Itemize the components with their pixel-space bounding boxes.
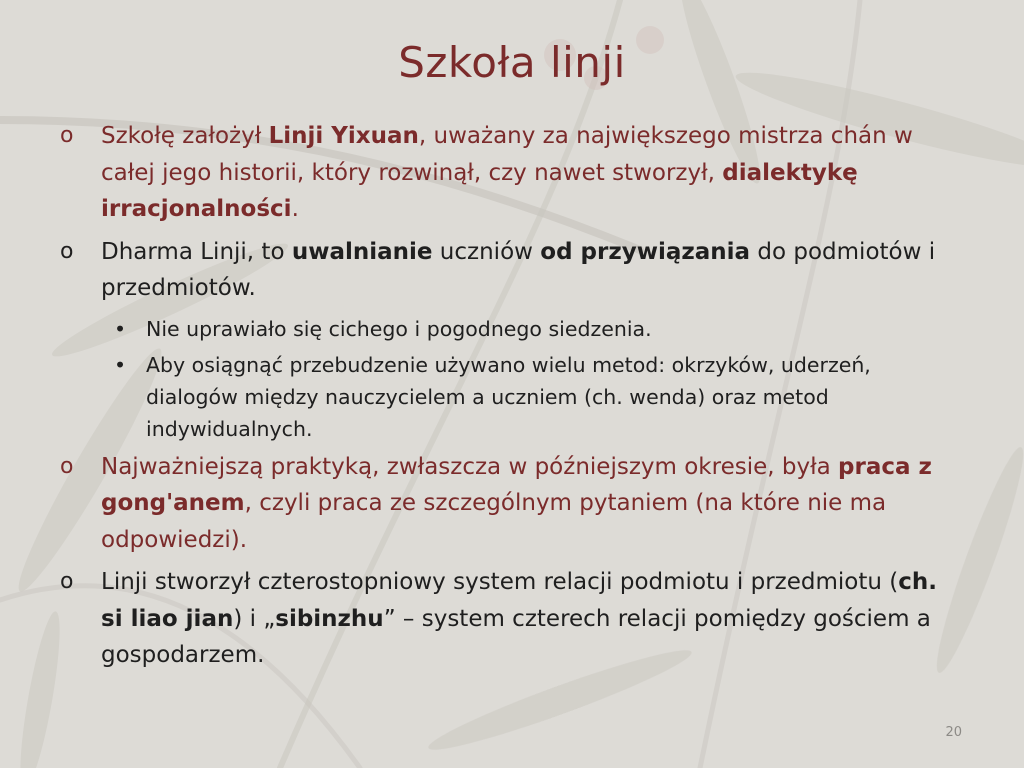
- dot-bullet-icon: •: [114, 316, 127, 341]
- sub-bullet-item-2: [60, 349, 965, 445]
- hollow-circle-bullet-icon: o: [60, 569, 74, 594]
- sub-item-1-text: Nie uprawiało się cichego i pogodnego siedzenia.: [146, 316, 652, 341]
- hollow-circle-bullet-icon: o: [60, 238, 74, 264]
- bullet-item-2: [60, 234, 965, 307]
- bullet-item-1: [60, 118, 965, 228]
- bullet-item-4: [60, 564, 965, 674]
- item-1-text: Szkołę założył Linji Yixuan, uważany za największego mistrza chán w całej jego historii, który rozwinął, czy nawet stworzył, dialektykę irracjonalności.: [101, 123, 913, 222]
- hollow-circle-bullet-icon: o: [60, 123, 74, 148]
- hollow-circle-bullet-icon: o: [60, 453, 74, 479]
- sub-bullet-item-1: [60, 313, 965, 345]
- slide-content: [60, 118, 965, 680]
- bullet-item-3: [60, 449, 965, 559]
- item-4-text: Linji stworzył czterostopniowy system relacji podmiotu i przedmiotu (ch. si liao jian) i „sibinzhu” – system czterech relacji pomiędzy gościem a gospodarzem.: [101, 569, 938, 668]
- dot-bullet-icon: •: [114, 352, 127, 377]
- item-2-text: Dharma Linji, to uwalnianie uczniów od przywiązania do podmiotów i przedmiotów.: [101, 238, 936, 301]
- slide-title: Szkoła linji: [398, 38, 626, 87]
- item-3-text: Najważniejszą praktyką, zwłaszcza w późniejszym okresie, była praca z gong'anem, czyli praca ze szczególnym pytaniem (na które nie ma odpowiedzi).: [101, 453, 932, 553]
- page-number: 20: [945, 725, 962, 740]
- sub-item-2-text: Aby osiągnąć przebudzenie używano wielu metod: okrzyków, uderzeń, dialogów między nauczycielem a uczniem (ch. wenda) oraz metod indywidualnych.: [146, 352, 871, 441]
